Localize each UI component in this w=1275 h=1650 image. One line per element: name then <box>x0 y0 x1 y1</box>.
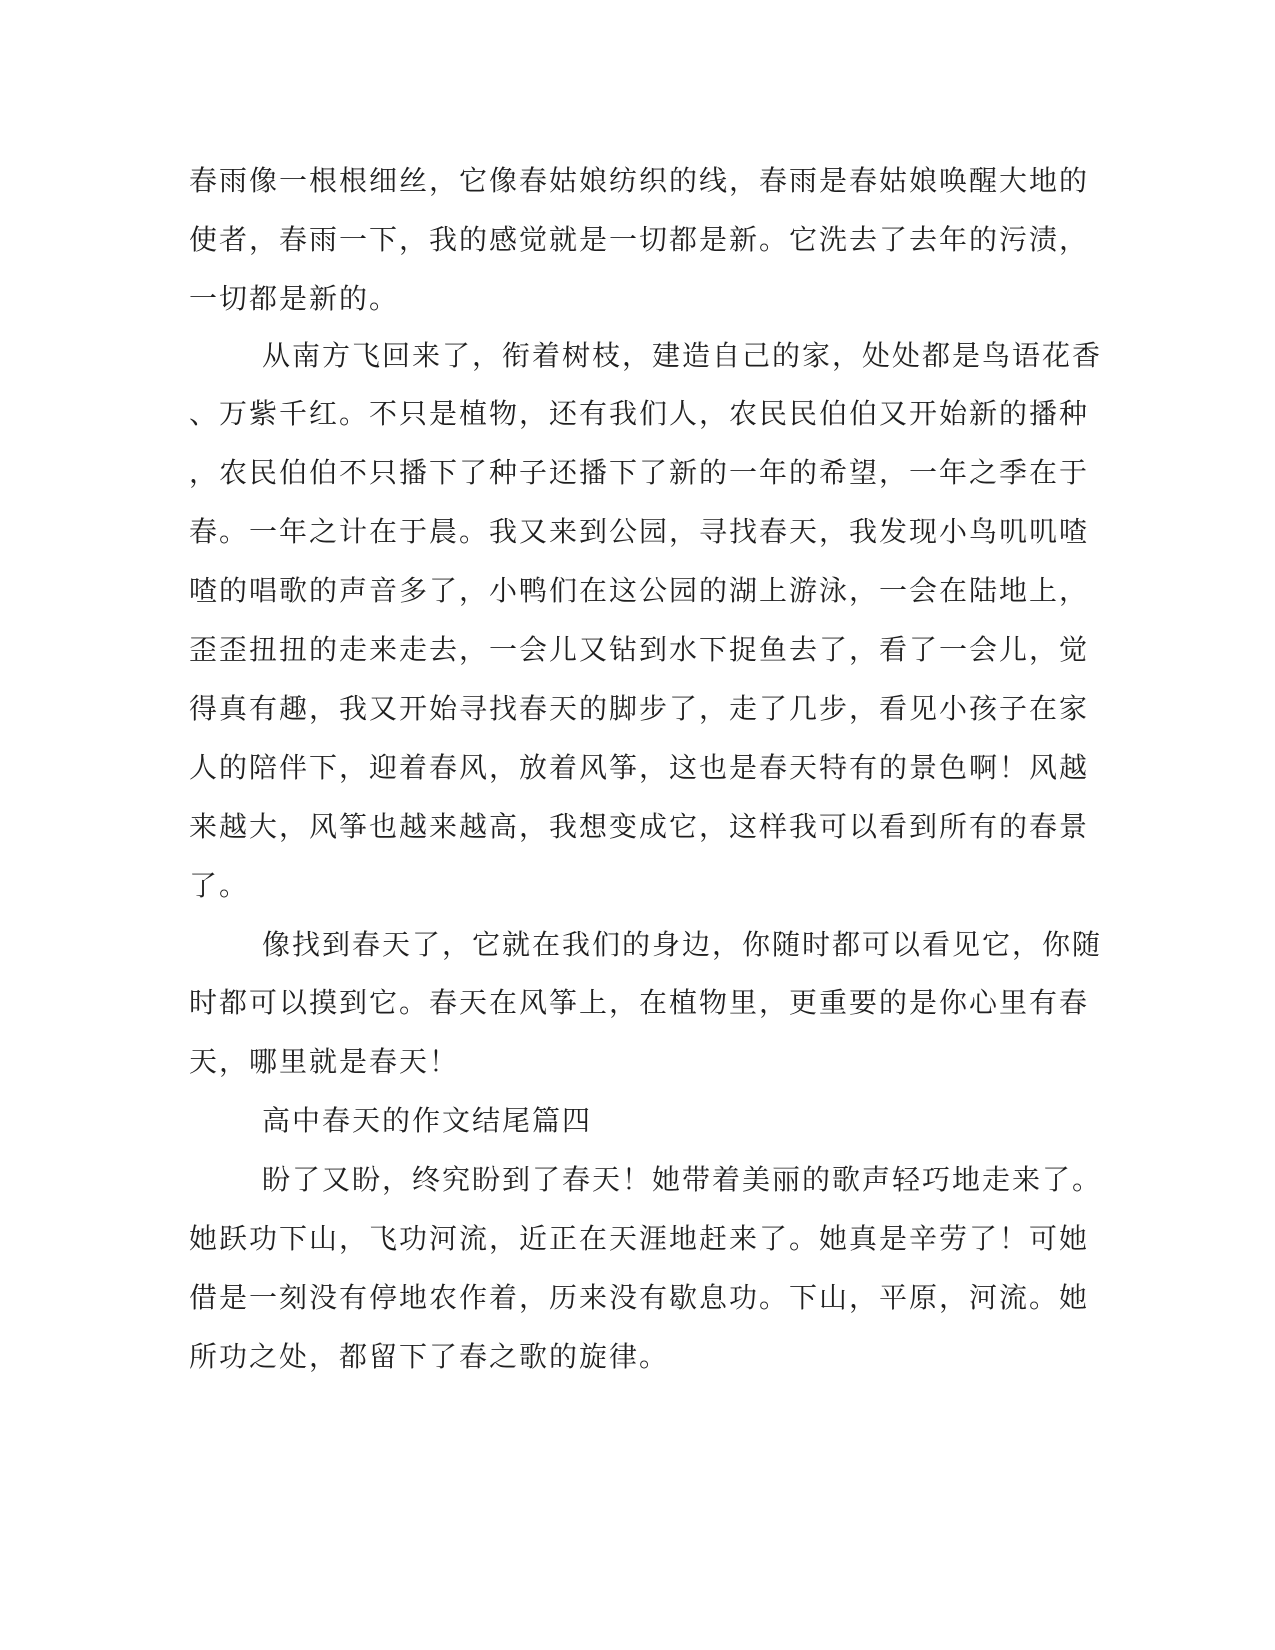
text-line: ，农民伯伯不只播下了种子还播下了新的一年的希望，一年之季在于 <box>189 456 1090 489</box>
text-line: 、万紫千红。不只是植物，还有我们人，农民民伯伯又开始新的播种 <box>189 397 1090 430</box>
text-line: 喳的唱歌的声音多了，小鸭们在这公园的湖上游泳，一会在陆地上， <box>189 574 1090 607</box>
text-line: 一切都是新的。 <box>189 282 400 315</box>
text-line: 她跃功下山，飞功河流，近正在天涯地赶来了。她真是辛劳了！可她 <box>189 1222 1090 1255</box>
text-line: 时都可以摸到它。春天在风筝上，在植物里，更重要的是你心里有春 <box>189 986 1090 1019</box>
text-line: 了。 <box>189 869 250 902</box>
text-line: 借是一刻没有停地农作着，历来没有歇息功。下山，平原，河流。她 <box>189 1281 1090 1314</box>
paragraph-start-line: 像找到春天了，它就在我们的身边，你随时都可以看见它，你随 <box>262 928 1103 961</box>
text-line: 春雨像一根根细丝，它像春姑娘纺织的线，春雨是春姑娘唤醒大地的 <box>189 164 1090 197</box>
paragraph-start-line: 盼了又盼，终究盼到了春天！她带着美丽的歌声轻巧地走来了。 <box>262 1163 1103 1196</box>
paragraph-start-line: 从南方飞回来了，衔着树枝，建造自己的家，处处都是鸟语花香 <box>262 339 1103 372</box>
text-line: 人的陪伴下，迎着春风，放着风筝，这也是春天特有的景色啊！风越 <box>189 751 1090 784</box>
text-line: 使者，春雨一下，我的感觉就是一切都是新。它洗去了去年的污渍， <box>189 223 1090 256</box>
text-line: 春。一年之计在于晨。我又来到公园，寻找春天，我发现小鸟叽叽喳 <box>189 515 1090 548</box>
section-heading: 高中春天的作文结尾篇四 <box>262 1104 593 1137</box>
text-line: 来越大，风筝也越来越高，我想变成它，这样我可以看到所有的春景 <box>189 810 1090 843</box>
text-line: 歪歪扭扭的走来走去，一会儿又钻到水下捉鱼去了，看了一会儿，觉 <box>189 633 1090 666</box>
text-line: 所功之处，都留下了春之歌的旋律。 <box>189 1340 670 1373</box>
text-line: 天，哪里就是春天！ <box>189 1045 460 1078</box>
text-line: 得真有趣，我又开始寻找春天的脚步了，走了几步，看见小孩子在家 <box>189 692 1090 725</box>
